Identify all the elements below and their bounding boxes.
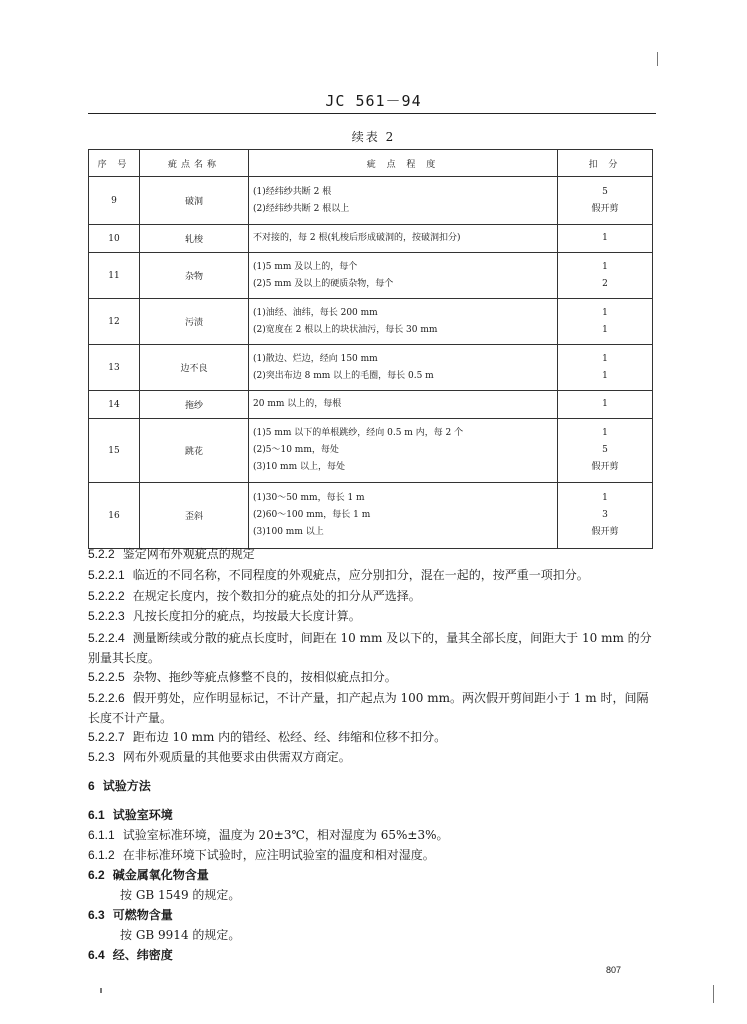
clause-5-2-3 [88,748,653,766]
score-line: 1 [602,428,608,438]
clause-6-1-1 [88,826,653,844]
degree-line: (1)散边、烂边，经向 150 mm [253,353,378,364]
section-title: 经、纬密度 [112,948,173,962]
table-row [89,253,653,299]
row-degree [249,345,558,391]
row-degree [249,177,558,225]
section-6-heading [88,777,653,795]
section-number: 6.2 [88,868,105,882]
row-degree [249,419,558,483]
row-name: 污渍 [140,299,249,345]
score-line: 1 [602,261,608,272]
row-score [558,419,653,483]
header-rule [88,113,656,114]
row-score [558,299,653,345]
score-line: 3 [602,510,608,520]
degree-line: (3)100 mm 以上 [253,527,324,537]
score-line: 1 [602,493,608,503]
clause-5-2-2-3 [88,607,653,625]
clause-6-1-2 [88,846,653,864]
col-header-no: 序 号 [89,150,140,177]
clause-number: 5.2.2.5 [88,670,125,684]
clause-5-2-2-7 [88,728,653,746]
row-no: 11 [89,253,140,299]
section-number: 6.3 [88,908,105,922]
score-line: 5 [602,445,608,455]
row-score [558,177,653,225]
row-score [558,345,653,391]
clause-number: 5.2.2.1 [88,568,125,582]
row-score [558,225,653,253]
clause-text: 测量断续或分散的疵点长度时，间距在 10 mm 及以下的，量其全部长度，间距大于 10 mm 的分别量其长度。 [88,631,652,665]
degree-line: (2)经纬纱共断 2 根以上 [253,203,350,214]
row-no: 15 [89,419,140,483]
row-degree [249,391,558,419]
row-score [558,253,653,299]
degree-line: (1)经纬纱共断 2 根 [253,186,332,197]
col-header-name: 疵点名称 [140,150,249,177]
score-line: 5 [602,186,608,197]
degree-line: (1)油经、油纬，每长 200 mm [253,307,378,318]
row-name: 拖纱 [140,391,249,419]
defect-table [88,149,653,549]
section-number: 6.4 [88,948,105,962]
score-line: 假开剪 [591,462,619,472]
page-number: 807 [606,965,622,975]
row-name: 轧梭 [140,225,249,253]
clause-text: 在非标准环境下试验时，应注明试验室的温度和相对湿度。 [122,848,435,862]
clause-5-2-2-4 [88,628,653,668]
table-row [89,419,653,483]
row-name: 杂物 [140,253,249,299]
score-line: 1 [602,307,608,318]
score-line: 假开剪 [591,203,619,214]
clause-number: 5.2.3 [88,750,115,764]
clause-text: 试验室标准环境，温度为 20±3℃，相对湿度为 65%±3%。 [122,828,449,842]
row-name: 歪斜 [140,483,249,549]
table-row [89,391,653,419]
row-score [558,483,653,549]
score-line: 1 [602,399,608,409]
table-row [89,225,653,253]
standard-code: JC 561－94 [325,92,422,110]
table-row [89,299,653,345]
clause-number: 5.2.2.7 [88,730,125,744]
row-name: 破洞 [140,177,249,225]
row-no: 9 [89,177,140,225]
clause-5-2-2 [88,545,653,563]
table-row [89,345,653,391]
clause-text: 凡按长度扣分的疵点，均按最大长度计算。 [132,609,361,623]
clause-5-2-2-5 [88,668,653,686]
table-caption: 续表 2 [351,130,396,144]
degree-line: (1)30～50 mm，每长 1 m [253,493,365,503]
clause-text: 临近的不同名称，不同程度的外观疵点，应分别扣分，混在一起的，按严重一项扣分。 [132,568,589,582]
score-line: 1 [602,233,608,243]
clause-number: 6.1.1 [88,828,115,842]
degree-line: (2)5～10 mm，每处 [253,445,339,455]
col-header-score: 扣 分 [558,150,653,177]
row-no: 14 [89,391,140,419]
row-no: 10 [89,225,140,253]
row-degree [249,253,558,299]
section-6-3 [88,906,653,924]
col-header-degree: 疵 点 程 度 [249,150,558,177]
clause-text: 在规定长度内，按个数扣分的疵点处的扣分从严选择。 [132,589,421,603]
clause-text: 网布外观质量的其他要求由供需双方商定。 [122,750,351,764]
score-line: 1 [602,324,608,335]
scan-artifact [713,985,714,1003]
clause-number: 5.2.2.4 [88,631,125,645]
clause-text: 鉴定网布外观疵点的规定 [122,547,255,561]
row-name: 跳花 [140,419,249,483]
score-line: 2 [602,278,608,289]
row-no: 12 [89,299,140,345]
clause-number: 5.2.2.6 [88,691,125,705]
section-title: 试验方法 [102,779,151,793]
clause-number: 5.2.2.3 [88,609,125,623]
table-header-row [89,150,653,177]
row-score [558,391,653,419]
section-6-1 [88,806,653,824]
clause-5-2-2-2 [88,587,653,605]
section-title: 试验室环境 [112,808,173,822]
section-6-2 [88,866,653,884]
degree-line: (2)60～100 mm，每长 1 m [253,510,371,520]
degree-line: 不对接的，每 2 根(轧梭后形成破洞的，按破洞扣分) [253,233,461,243]
section-6-4 [88,946,653,964]
clause-text: 杂物、拖纱等疵点修整不良的，按相似疵点扣分。 [132,670,397,684]
row-degree [249,225,558,253]
degree-line: (1)5 mm 及以上的，每个 [253,261,358,272]
score-line: 1 [602,353,608,364]
section-6-2-body: 按 GB 1549 的规定。 [120,888,241,902]
scan-artifact [100,988,102,993]
degree-line: (3)10 mm 以上，每处 [253,462,345,472]
section-title: 碱金属氧化物含量 [112,868,209,882]
row-degree [249,483,558,549]
degree-line: (2)宽度在 2 根以上的块状油污，每长 30 mm [253,324,438,335]
scan-artifact [657,52,658,66]
clause-number: 5.2.2 [88,547,115,561]
degree-line: (1)5 mm 以下的单根跳纱，经向 0.5 m 内，每 2 个 [253,428,464,438]
section-number: 6.1 [88,808,105,822]
degree-line: (2)突出布边 8 mm 以上的毛圈，每长 0.5 m [253,370,434,381]
clause-text: 假开剪处，应作明显标记，不计产量，扣产起点为 100 mm。两次假开剪间距小于 1 m 时，间隔长度不计产量。 [88,691,649,725]
row-no: 16 [89,483,140,549]
table-row [89,177,653,225]
clause-5-2-2-6 [88,688,653,728]
score-line: 1 [602,370,608,381]
row-degree [249,299,558,345]
clause-text: 距布边 10 mm 内的错经、松经、经、纬缩和位移不扣分。 [132,730,447,744]
score-line: 假开剪 [591,527,619,537]
section-6-3-body: 按 GB 9914 的规定。 [120,928,241,942]
degree-line: (2)5 mm 及以上的硬质杂物，每个 [253,278,394,289]
row-no: 13 [89,345,140,391]
clause-number: 5.2.2.2 [88,589,125,603]
table-row [89,483,653,549]
row-name: 边不良 [140,345,249,391]
clause-number: 6.1.2 [88,848,115,862]
clause-5-2-2-1 [88,566,653,584]
section-number: 6 [88,779,95,793]
section-title: 可燃物含量 [112,908,173,922]
degree-line: 20 mm 以上的，每根 [253,399,342,409]
